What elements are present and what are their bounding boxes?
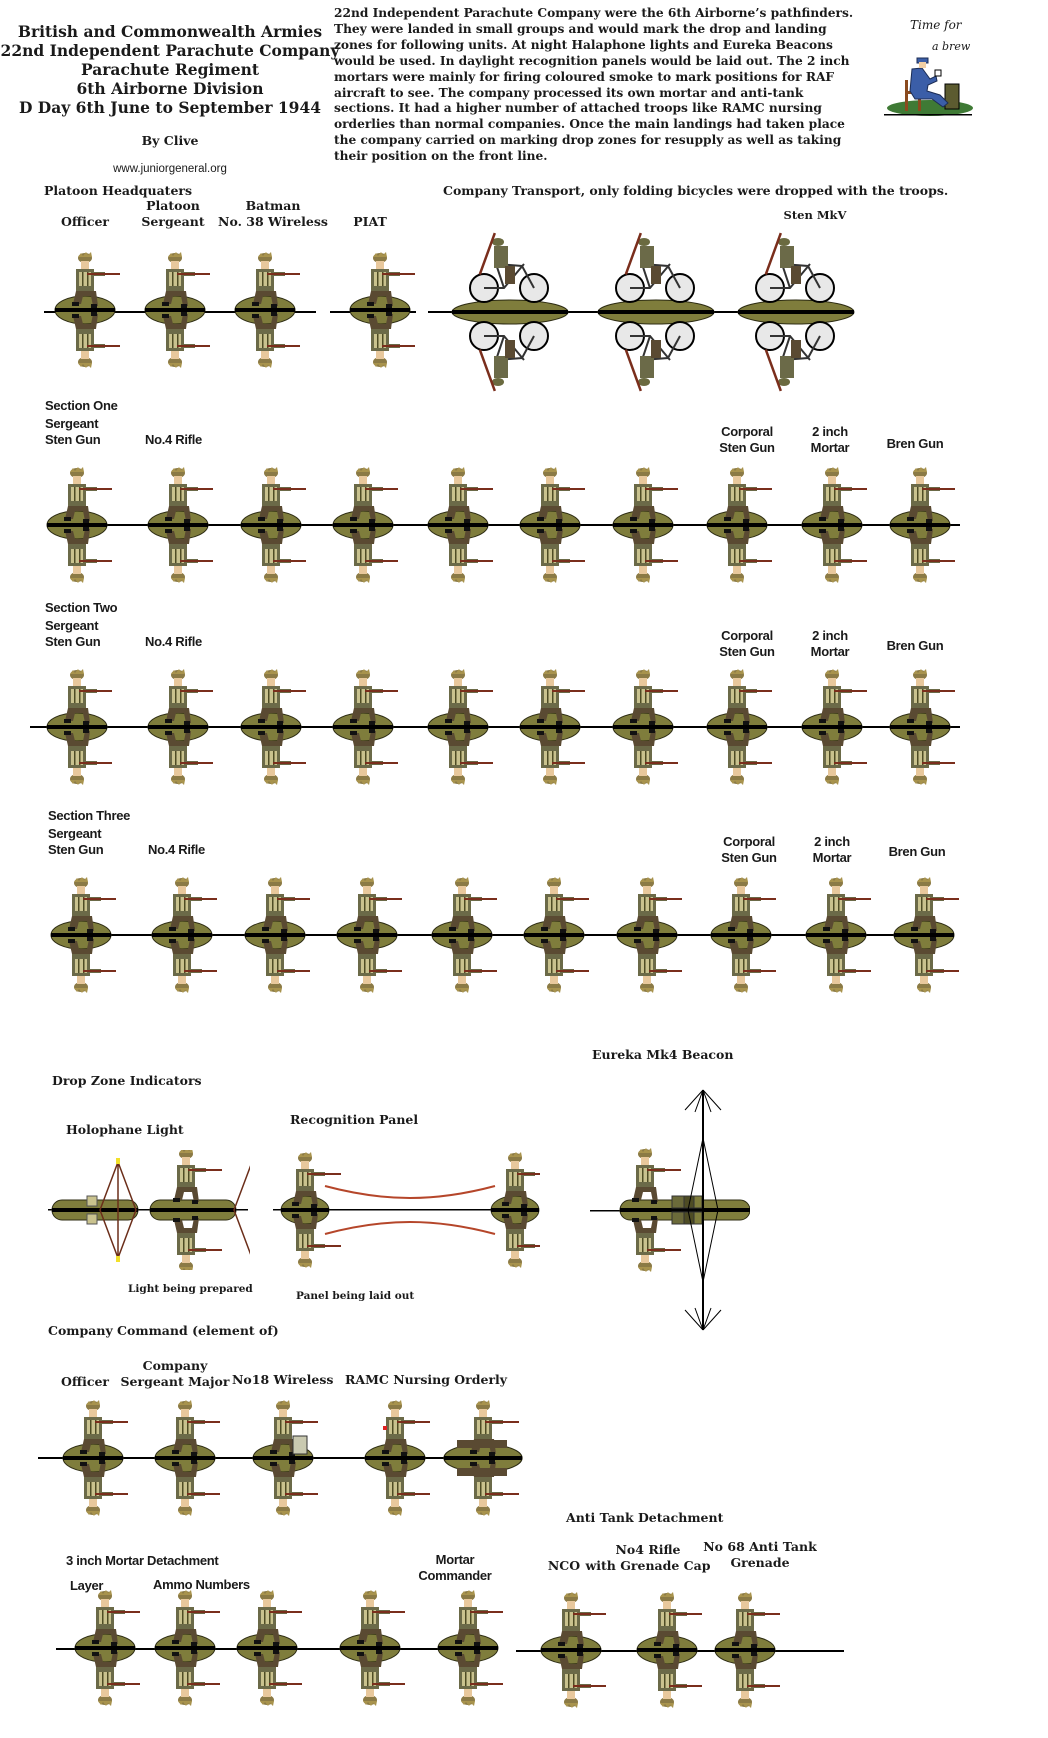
section3-sergeant-label: Sergeant Sten Gun [48,826,104,857]
figure-bren-gun [885,455,955,595]
figure-bicycle-sten [734,220,858,404]
tea-drinker-icon [880,55,980,120]
figure-rifleman [519,865,589,1005]
site-url: www.juniorgeneral.org [113,163,227,175]
section2-bren-label: Bren Gun [886,638,944,653]
figure-rifleman [332,865,402,1005]
figure-rifleman [612,865,682,1005]
title-line-5: D Day 6th June to September 1944 [18,98,322,117]
figure-ammo-number [335,1578,405,1718]
at-rifle-label: No4 Rifle with Grenade Cap [585,1542,711,1573]
section2-sergeant-label: Sergeant Sten Gun [45,618,101,649]
section3-bren-label: Bren Gun [888,844,946,859]
company-command-header: Company Command (element of) [48,1323,279,1338]
section1-bren-label: Bren Gun [886,436,944,451]
figure-rifleman [515,657,585,797]
recognition-panel-title: Recognition Panel [290,1112,419,1127]
mortar-commander-label: Mortar Commander [418,1552,492,1583]
holophane-lights [40,1150,250,1270]
eureka-title: Eureka Mk4 Beacon [592,1047,734,1062]
figure-rifleman [240,865,310,1005]
at-nco-label: NCO [547,1558,581,1573]
figure-sergeant-sten [46,865,116,1005]
figure-piat [345,240,415,380]
figure-rifleman [608,455,678,595]
figure-rifleman [143,455,213,595]
brew-text-2: a brew [932,40,971,53]
cc-wireless-label: No18 Wireless [232,1372,334,1387]
mortar-detachment-header: 3 inch Mortar Detachment [66,1553,219,1568]
figure-rifleman [236,657,306,797]
section2-mortar-label: 2 inch Mortar [810,628,850,659]
figure-sergeant-sten [42,657,112,797]
figure-cc-ramc [360,1388,430,1528]
section1-rifle-label: No.4 Rifle [145,432,202,447]
anti-tank-header: Anti Tank Detachment [566,1510,724,1525]
figure-corporal-sten [702,455,772,595]
figure-mortar-commander [433,1578,503,1718]
section2-figures [0,657,1048,797]
brew-logo [880,0,1048,130]
hq-sergeant-label: Platoon Sergeant [141,198,205,229]
figure-bicycle-1 [448,220,572,404]
hq-officer-label: Officer [60,214,110,229]
intro-paragraph: 22nd Independent Parachute Company were the 6th Airborne’s pathfinders. They were landed in small groups and would mark the drop and landing zones for following units. At night Halaphone lights and Eureka Beacons would be used. In daylight recognition panels would be laid out. The 2 inch mortars were mainly for firing coloured smoke to mark positions for RAF aircraft to see. The company processed its own mortar and anti-tank sections. It had a higher number of attached troops like RAMC nursing orderlies than normal companies. Once the main landings had taken place the company carried on marking drop zones for resupply as well as taking their position on the front line. [334,6,854,164]
hq-batman-label: Batman No. 38 Wireless [218,198,328,229]
transport-stenmkv-label: Sten MkV [783,208,847,222]
title-line-3: Parachute Regiment [80,60,260,79]
platoon-hq-header: Platoon Headquaters [44,183,193,198]
mortar-figures [0,1578,540,1718]
figure-at-rifle-grenade-cap [632,1580,702,1720]
recognition-panel-caption: Panel being laid out [296,1290,415,1302]
eureka-beacon [590,1060,750,1360]
figure-at-nco [536,1580,606,1720]
section2-header: Section Two [45,600,118,615]
drop-zone-header: Drop Zone Indicators [52,1073,202,1088]
section1-sergeant-label: Sergeant Sten Gun [45,416,101,447]
mortar-layer-label: Layer [70,1578,104,1593]
section3-corporal-label: Corporal Sten Gun [721,834,777,865]
title-line-1: British and Commonwealth Armies [17,22,323,41]
title-line-2: 22nd Independent Parachute Company [0,41,340,60]
figure-2inch-mortar [801,865,871,1005]
figure-rifleman [427,865,497,1005]
figure-at-no68-grenade [710,1580,780,1720]
figure-cc-csm [150,1388,220,1528]
at-grenade-label: No 68 Anti Tank Grenade [703,1539,817,1570]
transport-header: Company Transport, only folding bicycles were dropped with the troops. [443,183,949,198]
section3-rifle-label: No.4 Rifle [148,842,205,857]
section3-mortar-label: 2 inch Mortar [812,834,852,865]
figure-cc-officer [58,1388,128,1528]
figure-batman-wireless [230,240,300,380]
byline: By Clive [141,133,199,148]
section3-figures [0,865,1048,1005]
figure-rifleman [423,657,493,797]
figure-sergeant-sten [42,455,112,595]
section1-mortar-label: 2 inch Mortar [810,424,850,455]
figure-cc-wireless [248,1388,318,1528]
section2-rifle-label: No.4 Rifle [145,634,202,649]
figure-rifleman [147,865,217,1005]
figure-mortar-layer [70,1578,140,1718]
figure-rifleman [423,455,493,595]
figure-rifleman [515,455,585,595]
figure-2inch-mortar [797,657,867,797]
figure-rifleman [608,657,678,797]
figure-platoon-sergeant [140,240,210,380]
section1-figures [0,455,1048,595]
figure-rifleman [236,455,306,595]
holophane-caption: Light being prepared [128,1283,253,1295]
section1-header: Section One [45,398,118,413]
figure-cc-ramc-casualty [438,1388,528,1528]
figure-bicycle-2 [594,220,718,404]
figure-bren-gun [885,657,955,797]
figure-bren-gun [889,865,959,1005]
figure-corporal-sten [702,657,772,797]
figure-rifleman [328,657,398,797]
holophane-title: Holophane Light [66,1122,184,1137]
figure-ammo-number [150,1578,220,1718]
figure-officer [50,240,120,380]
figure-corporal-sten [706,865,776,1005]
hq-piat-label: PIAT [353,214,387,229]
brew-text-1: Time for [910,18,962,32]
title-block [0,22,340,179]
cc-csm-label: Company Sergeant Major [120,1358,230,1389]
figure-rifleman [143,657,213,797]
figure-rifleman [328,455,398,595]
section3-header: Section Three [48,808,131,823]
section2-corporal-label: Corporal Sten Gun [719,628,775,659]
cc-ramc-label: RAMC Nursing Orderly [345,1372,508,1387]
mortar-ammo-label: Ammo Numbers [153,1577,250,1592]
cc-officer-label: Officer [60,1374,110,1389]
title-line-4: 6th Airborne Division [76,79,264,98]
section1-corporal-label: Corporal Sten Gun [719,424,775,455]
recognition-panel [270,1150,540,1270]
figure-ammo-number [232,1578,302,1718]
figure-2inch-mortar [797,455,867,595]
